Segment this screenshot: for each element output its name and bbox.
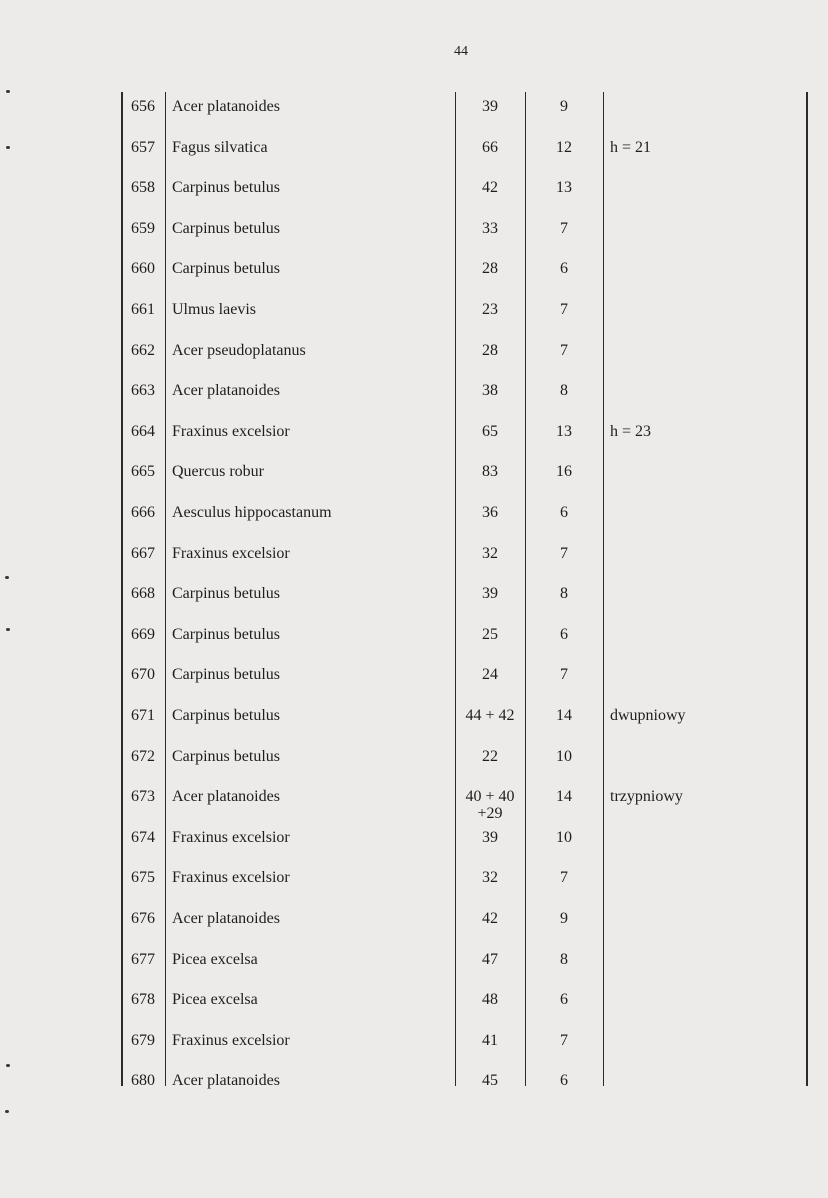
tree-species: Carpinus betulus [172,219,280,237]
page-number: 44 [454,44,468,59]
tree-diameter: 6 [560,260,568,278]
tree-circumference: 28 [482,260,498,278]
tree-species: Aesculus hippocastanum [172,504,332,521]
tree-number: 675 [131,869,155,887]
tree-number: 656 [131,98,155,115]
tree-species: Quercus robur [172,463,264,481]
tree-circumference: 33 [482,219,498,237]
tree-species: Acer platanoides [172,788,280,806]
table-row [0,376,828,417]
table-row [0,945,828,986]
scan-speck [6,90,10,93]
tree-note: trzypniowy [610,788,683,806]
tree-circumference: 45 [482,1072,498,1090]
scan-speck [6,1064,10,1067]
tree-number: 668 [131,585,155,603]
tree-diameter: 6 [560,504,568,521]
tree-number: 671 [131,707,155,724]
tree-circumference: 25 [482,625,498,643]
tree-number: 677 [131,950,155,968]
tree-circumference: 44 + 42 [465,707,515,724]
tree-number: 667 [131,544,155,562]
tree-diameter: 7 [560,341,568,359]
tree-number: 673 [131,788,155,806]
tree-number: 660 [131,260,155,278]
tree-circumference: 38 [482,382,498,400]
table-row [0,620,828,661]
tree-circumference: 48 [482,991,498,1009]
tree-number: 679 [131,1031,155,1049]
tree-species: Carpinus betulus [172,625,280,643]
tree-circumference: 65 [482,422,498,440]
table-row [0,254,828,295]
tree-diameter: 6 [560,625,568,643]
tree-number: 659 [131,219,155,237]
table-row [0,133,828,174]
tree-species: Fagus silvatica [172,138,268,156]
tree-number: 674 [131,828,155,846]
tree-number: 658 [131,179,155,197]
table-row [0,660,828,701]
tree-species: Fraxinus excelsior [172,1031,290,1049]
tree-diameter: 7 [560,219,568,237]
tree-circumference: 32 [482,869,498,887]
table-row [0,701,828,742]
tree-species: Acer platanoides [172,910,280,927]
tree-circumference: 28 [482,341,498,359]
table-row [0,417,828,458]
tree-number: 666 [131,504,155,521]
table-row [0,214,828,255]
tree-diameter: 9 [560,98,568,115]
tree-circumference: 23 [482,301,498,318]
tree-circumference: 22 [482,747,498,765]
table-row [0,92,828,133]
tree-species: Acer platanoides [172,1072,280,1090]
tree-number: 672 [131,747,155,765]
tree-species: Fraxinus excelsior [172,828,290,846]
table-row [0,742,828,783]
tree-circumference: 24 [482,666,498,684]
tree-species: Carpinus betulus [172,747,280,765]
table-row [0,1066,828,1107]
tree-diameter: 16 [556,463,572,481]
table-row [0,173,828,214]
tree-number: 680 [131,1072,155,1090]
tree-number: 665 [131,463,155,481]
tree-species: Carpinus betulus [172,707,280,724]
tree-circumference: 42 [482,910,498,927]
tree-diameter: 12 [556,138,572,156]
scan-speck [6,146,10,149]
tree-circumference: 41 [482,1031,498,1049]
scan-speck [6,628,10,631]
tree-species: Carpinus betulus [172,666,280,684]
tree-diameter: 7 [560,301,568,318]
tree-circumference: 42 [482,179,498,197]
table-row [0,498,828,539]
tree-diameter: 13 [556,179,572,197]
tree-species: Picea excelsa [172,991,258,1009]
tree-diameter: 8 [560,950,568,968]
tree-diameter: 13 [556,422,572,440]
tree-diameter: 7 [560,1031,568,1049]
tree-species: Fraxinus excelsior [172,422,290,440]
tree-number: 676 [131,910,155,927]
tree-circumference: 32 [482,544,498,562]
tree-note: h = 21 [610,138,652,156]
tree-circumference: 83 [482,463,498,481]
tree-species: Carpinus betulus [172,260,280,278]
table-row [0,539,828,580]
tree-circumference: 39 [482,585,498,603]
scan-speck [5,1110,9,1113]
table-row [0,295,828,336]
tree-diameter: 7 [560,666,568,684]
tree-species: Ulmus laevis [172,301,256,318]
tree-diameter: 10 [556,747,572,765]
tree-diameter: 6 [560,1072,568,1090]
table-row [0,1026,828,1067]
tree-species: Acer platanoides [172,98,280,115]
tree-number: 669 [131,625,155,643]
tree-diameter: 8 [560,585,568,603]
tree-diameter: 9 [560,910,568,927]
tree-species: Acer platanoides [172,382,280,400]
tree-diameter: 6 [560,991,568,1009]
tree-number: 663 [131,382,155,400]
tree-species: Fraxinus excelsior [172,544,290,562]
tree-circumference: 40 + 40 +29 [465,788,515,823]
table-row [0,863,828,904]
tree-circumference: 47 [482,950,498,968]
tree-diameter: 7 [560,544,568,562]
tree-note: h = 23 [610,422,652,440]
tree-diameter: 14 [556,788,572,806]
scan-speck [5,576,9,579]
tree-diameter: 7 [560,869,568,887]
table-row [0,457,828,498]
tree-number: 657 [131,138,155,156]
tree-diameter: 10 [556,828,572,846]
tree-number: 662 [131,341,155,359]
tree-note: dwupniowy [610,707,686,724]
tree-species: Picea excelsa [172,950,258,968]
table-row [0,336,828,377]
tree-circumference: 39 [482,828,498,846]
table-row [0,782,828,823]
tree-number: 670 [131,666,155,684]
tree-species: Carpinus betulus [172,179,280,197]
tree-species: Acer pseudoplatanus [172,341,306,359]
table-row [0,904,828,945]
tree-circumference: 66 [482,138,498,156]
tree-diameter: 14 [556,707,572,724]
tree-circumference: 36 [482,504,498,521]
tree-number: 678 [131,991,155,1009]
tree-circumference: 39 [482,98,498,115]
tree-number: 661 [131,301,155,318]
table-row [0,823,828,864]
table-row [0,985,828,1026]
tree-species: Fraxinus excelsior [172,869,290,887]
tree-species: Carpinus betulus [172,585,280,603]
tree-number: 664 [131,422,155,440]
tree-diameter: 8 [560,382,568,400]
table-row [0,579,828,620]
